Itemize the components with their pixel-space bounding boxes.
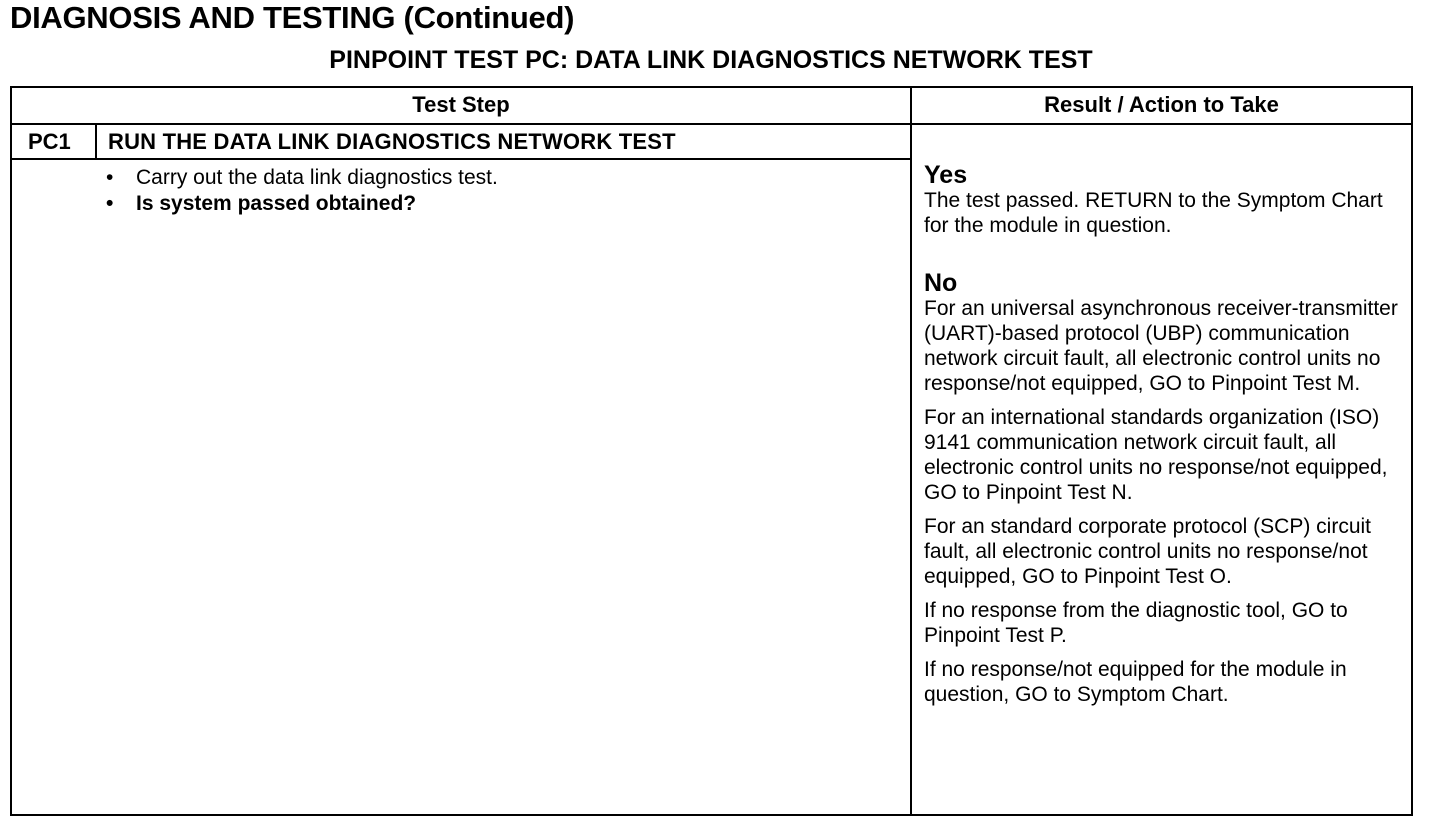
instruction-question [106,191,498,217]
no-action-item: For an international standards organization (ISO) 9141 communication network circuit fault, all electronic control units no response/not equipped, GO to Pinpoint Test N. [924,406,1388,504]
test-step-header: Test Step [412,92,510,117]
no-label: No [924,269,958,297]
header-divider [12,123,1411,125]
step-id: PC1 [28,129,71,154]
pinpoint-test-title: PINPOINT TEST PC: DATA LINK DIAGNOSTICS NETWORK TEST [329,46,1093,74]
bullet-icon: • [106,166,114,189]
result-action-header: Result / Action to Take [1044,92,1279,117]
result-column [924,162,1412,707]
pinpoint-test-table [10,86,1413,816]
step-id-divider [95,125,97,158]
no-action-item: If no response/not equipped for the module in question, GO to Symptom Chart. [924,658,1347,706]
no-action-item: For an standard corporate protocol (SCP) circuit fault, all electronic control units no response/not equipped, GO to Pinpoint Test O. [924,515,1372,588]
yes-label: Yes [924,161,968,189]
instruction-text: Carry out the data link diagnostics test. [136,166,498,189]
step-instructions [106,165,498,217]
column-divider [910,88,912,814]
step-title: RUN THE DATA LINK DIAGNOSTICS NETWORK TEST [108,129,676,154]
yes-action: The test passed. RETURN to the Symptom Chart for the module in question. [924,189,1383,237]
step-title-divider [12,158,910,160]
question-text: Is system passed obtained? [136,192,417,215]
bullet-icon: • [106,192,114,215]
no-action-item: For an universal asynchronous receiver-transmitter (UART)-based protocol (UBP) communication network circuit fault, all electronic control units no response/not equipped, GO to Pinpoint Test M. [924,297,1398,395]
page-title: DIAGNOSIS AND TESTING (Continued) [10,0,575,35]
no-action-item: If no response from the diagnostic tool, GO to Pinpoint Test P. [924,599,1348,647]
instruction-item [106,165,498,191]
